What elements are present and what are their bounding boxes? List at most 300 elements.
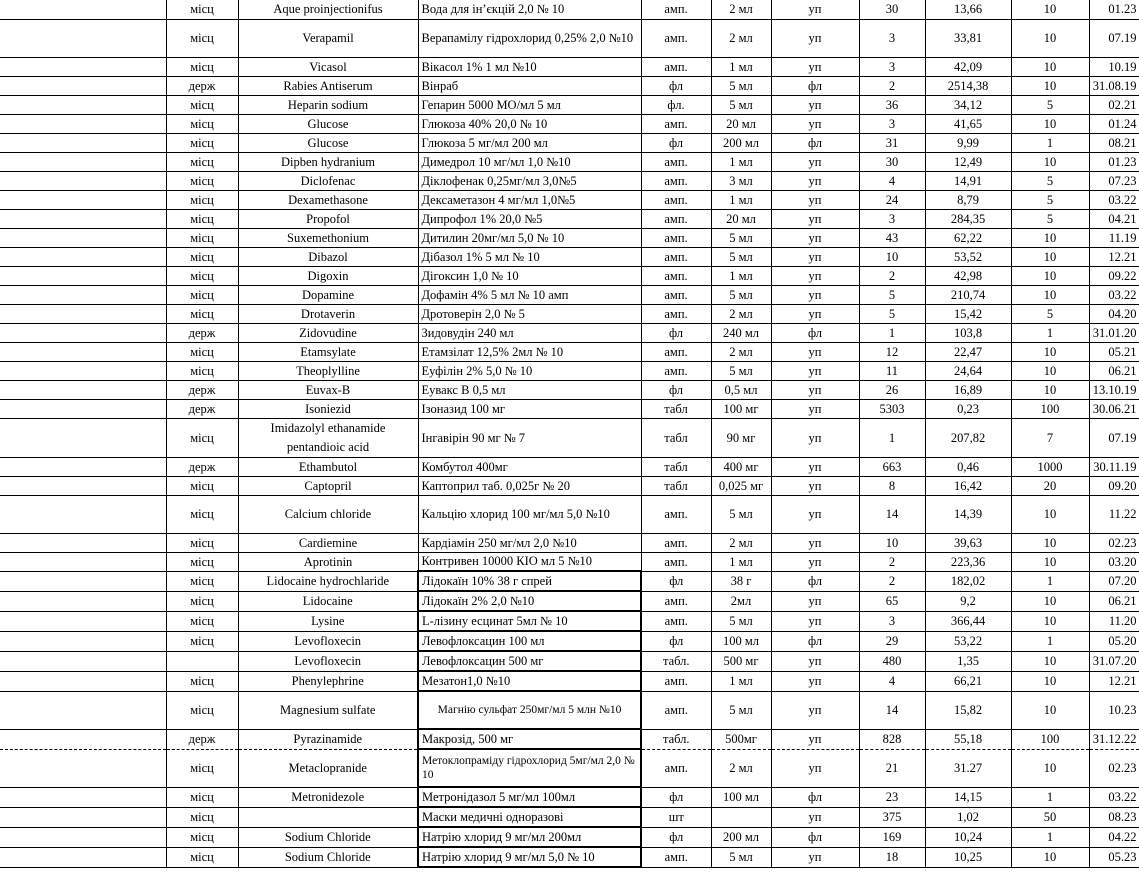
dose-cell: 1 мл bbox=[711, 152, 771, 171]
form-cell: амп. bbox=[641, 209, 711, 228]
expiry-cell: 05.21 bbox=[1089, 342, 1139, 361]
table-row bbox=[0, 495, 1139, 533]
dose-cell: 5 мл bbox=[711, 285, 771, 304]
expiry-cell: 01.23 bbox=[1089, 0, 1139, 19]
price-cell: 53,22 bbox=[925, 631, 1011, 651]
expiry-cell: 01.24 bbox=[1089, 114, 1139, 133]
table-row bbox=[0, 209, 1139, 228]
level-cell: місц bbox=[166, 476, 238, 495]
table-row bbox=[0, 95, 1139, 114]
form-cell: амп. bbox=[641, 671, 711, 691]
dose-cell: 2 мл bbox=[711, 304, 771, 323]
inn-name-cell: Ethambutol bbox=[238, 457, 418, 476]
price-cell: 34,12 bbox=[925, 95, 1011, 114]
unit-cell: уп bbox=[771, 361, 859, 380]
price-cell: 207,82 bbox=[925, 418, 1011, 457]
pack-size-cell: 10 bbox=[1011, 847, 1089, 867]
dose-cell: 5 мл bbox=[711, 228, 771, 247]
price-cell: 41,65 bbox=[925, 114, 1011, 133]
inn-name-cell: Lysine bbox=[238, 611, 418, 631]
row-margin-cell bbox=[0, 152, 166, 171]
form-cell: амп. bbox=[641, 533, 711, 552]
trade-name-cell: Еуфілін 2% 5,0 № 10 bbox=[418, 361, 641, 380]
form-cell: амп. bbox=[641, 691, 711, 729]
expiry-cell: 03.22 bbox=[1089, 787, 1139, 807]
trade-name-cell: Маски медичні одноразові bbox=[418, 807, 641, 827]
dose-cell: 38 г bbox=[711, 571, 771, 591]
trade-name-cell: Контривен 10000 КІО мл 5 №10 bbox=[418, 552, 641, 571]
row-margin-cell bbox=[0, 19, 166, 57]
pack-size-cell: 5 bbox=[1011, 171, 1089, 190]
inn-name-cell: Imidazolyl ethanamide pentandioic acid bbox=[238, 418, 418, 457]
form-cell: амп. bbox=[641, 304, 711, 323]
row-margin-cell bbox=[0, 399, 166, 418]
pack-size-cell: 1000 bbox=[1011, 457, 1089, 476]
quantity-cell: 18 bbox=[859, 847, 925, 867]
expiry-cell: 09.20 bbox=[1089, 476, 1139, 495]
dose-cell: 2 мл bbox=[711, 0, 771, 19]
level-cell: місц bbox=[166, 691, 238, 729]
inn-name-cell: Captopril bbox=[238, 476, 418, 495]
table-row bbox=[0, 749, 1139, 787]
expiry-cell: 31.07.20 bbox=[1089, 651, 1139, 671]
form-cell: амп. bbox=[641, 190, 711, 209]
level-cell: місц bbox=[166, 827, 238, 847]
dose-cell: 5 мл bbox=[711, 247, 771, 266]
pack-size-cell: 10 bbox=[1011, 380, 1089, 399]
row-margin-cell bbox=[0, 114, 166, 133]
form-cell: табл bbox=[641, 457, 711, 476]
pack-size-cell: 1 bbox=[1011, 827, 1089, 847]
level-cell: держ bbox=[166, 76, 238, 95]
row-margin-cell bbox=[0, 266, 166, 285]
price-cell: 33,81 bbox=[925, 19, 1011, 57]
price-cell: 9,2 bbox=[925, 591, 1011, 611]
trade-name-cell: Вінраб bbox=[418, 76, 641, 95]
unit-cell: фл bbox=[771, 631, 859, 651]
trade-name-cell: Кальцію хлорид 100 мг/мл 5,0 №10 bbox=[418, 495, 641, 533]
row-margin-cell bbox=[0, 209, 166, 228]
row-margin-cell bbox=[0, 611, 166, 631]
quantity-cell: 2 bbox=[859, 76, 925, 95]
trade-name-cell: Еувакс В 0,5 мл bbox=[418, 380, 641, 399]
dose-cell: 90 мг bbox=[711, 418, 771, 457]
unit-cell: уп bbox=[771, 476, 859, 495]
level-cell: держ bbox=[166, 323, 238, 342]
price-cell: 15,82 bbox=[925, 691, 1011, 729]
pack-size-cell: 10 bbox=[1011, 0, 1089, 19]
trade-name-cell: Каптоприл таб. 0,025г № 20 bbox=[418, 476, 641, 495]
level-cell: держ bbox=[166, 399, 238, 418]
quantity-cell: 36 bbox=[859, 95, 925, 114]
trade-name-cell: Дібазол 1% 5 мл № 10 bbox=[418, 247, 641, 266]
level-cell: місц bbox=[166, 361, 238, 380]
inn-name-cell: Magnesium sulfate bbox=[238, 691, 418, 729]
table-row bbox=[0, 0, 1139, 19]
table-row bbox=[0, 133, 1139, 152]
dose-cell: 2мл bbox=[711, 591, 771, 611]
trade-name-cell: Вікасол 1% 1 мл №10 bbox=[418, 57, 641, 76]
unit-cell: уп bbox=[771, 807, 859, 827]
quantity-cell: 26 bbox=[859, 380, 925, 399]
level-cell: місц bbox=[166, 418, 238, 457]
quantity-cell: 480 bbox=[859, 651, 925, 671]
form-cell: табл. bbox=[641, 729, 711, 749]
form-cell: фл bbox=[641, 323, 711, 342]
price-cell: 182,02 bbox=[925, 571, 1011, 591]
pack-size-cell: 10 bbox=[1011, 591, 1089, 611]
price-cell: 12,49 bbox=[925, 152, 1011, 171]
level-cell: місц bbox=[166, 571, 238, 591]
quantity-cell: 8 bbox=[859, 476, 925, 495]
level-cell: місц bbox=[166, 152, 238, 171]
inn-name-cell: Vicasol bbox=[238, 57, 418, 76]
unit-cell: уп bbox=[771, 847, 859, 867]
unit-cell: уп bbox=[771, 266, 859, 285]
pack-size-cell: 10 bbox=[1011, 19, 1089, 57]
row-margin-cell bbox=[0, 571, 166, 591]
inn-name-cell: Dipben hydranium bbox=[238, 152, 418, 171]
trade-name-cell: Кардіамін 250 мг/мл 2,0 №10 bbox=[418, 533, 641, 552]
table-row bbox=[0, 571, 1139, 591]
form-cell: фл bbox=[641, 827, 711, 847]
unit-cell: уп bbox=[771, 0, 859, 19]
level-cell: місц bbox=[166, 495, 238, 533]
quantity-cell: 1 bbox=[859, 323, 925, 342]
unit-cell: уп bbox=[771, 247, 859, 266]
inn-name-cell: Sodium Chloride bbox=[238, 847, 418, 867]
pack-size-cell: 10 bbox=[1011, 671, 1089, 691]
expiry-cell: 02.23 bbox=[1089, 533, 1139, 552]
price-cell: 42,09 bbox=[925, 57, 1011, 76]
table-row bbox=[0, 847, 1139, 867]
expiry-cell: 05.23 bbox=[1089, 847, 1139, 867]
level-cell: місц bbox=[166, 228, 238, 247]
form-cell: амп. bbox=[641, 552, 711, 571]
table-row bbox=[0, 457, 1139, 476]
quantity-cell: 3 bbox=[859, 611, 925, 631]
price-cell: 8,79 bbox=[925, 190, 1011, 209]
unit-cell: уп bbox=[771, 285, 859, 304]
pack-size-cell: 7 bbox=[1011, 418, 1089, 457]
inn-name-cell: Sodium Chloride bbox=[238, 827, 418, 847]
row-margin-cell bbox=[0, 304, 166, 323]
trade-name-cell: Зидовудін 240 мл bbox=[418, 323, 641, 342]
dose-cell: 500мг bbox=[711, 729, 771, 749]
unit-cell: уп bbox=[771, 749, 859, 787]
form-cell: амп. bbox=[641, 591, 711, 611]
quantity-cell: 2 bbox=[859, 266, 925, 285]
expiry-cell: 02.23 bbox=[1089, 749, 1139, 787]
pack-size-cell: 10 bbox=[1011, 342, 1089, 361]
form-cell: амп. bbox=[641, 285, 711, 304]
unit-cell: уп bbox=[771, 651, 859, 671]
row-margin-cell bbox=[0, 285, 166, 304]
dose-cell: 2 мл bbox=[711, 342, 771, 361]
row-margin-cell bbox=[0, 847, 166, 867]
inn-name-cell: Aque proinjectionifus bbox=[238, 0, 418, 19]
price-cell: 55,18 bbox=[925, 729, 1011, 749]
expiry-cell: 12.21 bbox=[1089, 671, 1139, 691]
level-cell: місц bbox=[166, 552, 238, 571]
table-row bbox=[0, 691, 1139, 729]
quantity-cell: 21 bbox=[859, 749, 925, 787]
form-cell: амп. bbox=[641, 247, 711, 266]
row-margin-cell bbox=[0, 691, 166, 729]
quantity-cell: 3 bbox=[859, 57, 925, 76]
expiry-cell: 30.06.21 bbox=[1089, 399, 1139, 418]
table-row bbox=[0, 57, 1139, 76]
inn-name-cell: Phenylephrine bbox=[238, 671, 418, 691]
unit-cell: уп bbox=[771, 304, 859, 323]
level-cell: місц bbox=[166, 114, 238, 133]
table-row bbox=[0, 190, 1139, 209]
quantity-cell: 3 bbox=[859, 114, 925, 133]
quantity-cell: 14 bbox=[859, 495, 925, 533]
dose-cell: 0,5 мл bbox=[711, 380, 771, 399]
unit-cell: фл bbox=[771, 827, 859, 847]
price-cell: 66,21 bbox=[925, 671, 1011, 691]
form-cell: амп. bbox=[641, 19, 711, 57]
pack-size-cell: 10 bbox=[1011, 114, 1089, 133]
trade-name-cell: Натрію хлорид 9 мг/мл 200мл bbox=[418, 827, 641, 847]
trade-name-cell: Комбутол 400мг bbox=[418, 457, 641, 476]
table-row bbox=[0, 807, 1139, 827]
form-cell: амп. bbox=[641, 57, 711, 76]
inn-name-cell: Propofol bbox=[238, 209, 418, 228]
level-cell: місц bbox=[166, 57, 238, 76]
row-margin-cell bbox=[0, 228, 166, 247]
pack-size-cell: 10 bbox=[1011, 228, 1089, 247]
level-cell: місц bbox=[166, 671, 238, 691]
quantity-cell: 375 bbox=[859, 807, 925, 827]
table-row bbox=[0, 304, 1139, 323]
pack-size-cell: 10 bbox=[1011, 57, 1089, 76]
inn-name-cell: Levofloxecin bbox=[238, 631, 418, 651]
level-cell: місц bbox=[166, 304, 238, 323]
price-cell: 10,24 bbox=[925, 827, 1011, 847]
row-margin-cell bbox=[0, 533, 166, 552]
inn-name-cell: Metaclopranide bbox=[238, 749, 418, 787]
expiry-cell: 07.19 bbox=[1089, 418, 1139, 457]
pack-size-cell: 10 bbox=[1011, 361, 1089, 380]
expiry-cell: 01.23 bbox=[1089, 152, 1139, 171]
price-cell: 223,36 bbox=[925, 552, 1011, 571]
expiry-cell: 03.22 bbox=[1089, 190, 1139, 209]
dose-cell: 5 мл bbox=[711, 361, 771, 380]
form-cell: табл bbox=[641, 399, 711, 418]
form-cell: табл. bbox=[641, 651, 711, 671]
inn-name-cell: Lidocaine hydrochlaride bbox=[238, 571, 418, 591]
unit-cell: фл bbox=[771, 323, 859, 342]
trade-name-cell: Левофлоксацин 500 мг bbox=[418, 651, 641, 671]
trade-name-cell: Дексаметазон 4 мг/мл 1,0№5 bbox=[418, 190, 641, 209]
unit-cell: уп bbox=[771, 552, 859, 571]
expiry-cell: 10.23 bbox=[1089, 691, 1139, 729]
quantity-cell: 663 bbox=[859, 457, 925, 476]
unit-cell: уп bbox=[771, 533, 859, 552]
table-row bbox=[0, 323, 1139, 342]
quantity-cell: 31 bbox=[859, 133, 925, 152]
unit-cell: фл bbox=[771, 133, 859, 152]
form-cell: амп. bbox=[641, 171, 711, 190]
level-cell: місц bbox=[166, 171, 238, 190]
expiry-cell: 04.22 bbox=[1089, 827, 1139, 847]
pack-size-cell: 1 bbox=[1011, 133, 1089, 152]
unit-cell: уп bbox=[771, 457, 859, 476]
price-cell: 14,15 bbox=[925, 787, 1011, 807]
row-margin-cell bbox=[0, 476, 166, 495]
inn-name-cell: Dexamethasone bbox=[238, 190, 418, 209]
pack-size-cell: 1 bbox=[1011, 631, 1089, 651]
form-cell: амп. bbox=[641, 114, 711, 133]
inn-name-cell: Pyrazinamide bbox=[238, 729, 418, 749]
row-margin-cell bbox=[0, 749, 166, 787]
inn-name-cell: Aprotinin bbox=[238, 552, 418, 571]
unit-cell: уп bbox=[771, 671, 859, 691]
trade-name-cell: Дігоксин 1,0 № 10 bbox=[418, 266, 641, 285]
price-cell: 39,63 bbox=[925, 533, 1011, 552]
inn-name-cell: Drotaverin bbox=[238, 304, 418, 323]
quantity-cell: 24 bbox=[859, 190, 925, 209]
dose-cell: 20 мл bbox=[711, 114, 771, 133]
row-margin-cell bbox=[0, 0, 166, 19]
expiry-cell: 11.20 bbox=[1089, 611, 1139, 631]
inn-name-cell: Euvax-B bbox=[238, 380, 418, 399]
level-cell: місц bbox=[166, 133, 238, 152]
expiry-cell: 11.22 bbox=[1089, 495, 1139, 533]
row-margin-cell bbox=[0, 57, 166, 76]
quantity-cell: 10 bbox=[859, 247, 925, 266]
price-cell: 1,35 bbox=[925, 651, 1011, 671]
dose-cell bbox=[711, 807, 771, 827]
price-cell: 42,98 bbox=[925, 266, 1011, 285]
expiry-cell: 02.21 bbox=[1089, 95, 1139, 114]
form-cell: фл bbox=[641, 787, 711, 807]
pack-size-cell: 100 bbox=[1011, 729, 1089, 749]
price-cell: 16,42 bbox=[925, 476, 1011, 495]
form-cell: амп. bbox=[641, 611, 711, 631]
trade-name-cell: Дитилин 20мг/мл 5,0 № 10 bbox=[418, 228, 641, 247]
row-margin-cell bbox=[0, 247, 166, 266]
form-cell: фл bbox=[641, 133, 711, 152]
inn-name-cell: Diclofenac bbox=[238, 171, 418, 190]
trade-name-cell: Метронідазол 5 мг/мл 100мл bbox=[418, 787, 641, 807]
dose-cell: 5 мл bbox=[711, 611, 771, 631]
expiry-cell: 12.21 bbox=[1089, 247, 1139, 266]
form-cell: фл. bbox=[641, 95, 711, 114]
unit-cell: уп bbox=[771, 591, 859, 611]
form-cell: амп. bbox=[641, 228, 711, 247]
pack-size-cell: 50 bbox=[1011, 807, 1089, 827]
trade-name-cell: L-лізину есцинат 5мл № 10 bbox=[418, 611, 641, 631]
table-row bbox=[0, 418, 1139, 457]
row-margin-cell bbox=[0, 591, 166, 611]
unit-cell: уп bbox=[771, 399, 859, 418]
pack-size-cell: 10 bbox=[1011, 533, 1089, 552]
row-margin-cell bbox=[0, 95, 166, 114]
pack-size-cell: 10 bbox=[1011, 691, 1089, 729]
unit-cell: уп bbox=[771, 57, 859, 76]
expiry-cell: 07.19 bbox=[1089, 19, 1139, 57]
row-margin-cell bbox=[0, 495, 166, 533]
expiry-cell: 07.20 bbox=[1089, 571, 1139, 591]
level-cell: місц bbox=[166, 266, 238, 285]
price-cell: 13,66 bbox=[925, 0, 1011, 19]
pack-size-cell: 1 bbox=[1011, 323, 1089, 342]
expiry-cell: 03.22 bbox=[1089, 285, 1139, 304]
table-row bbox=[0, 247, 1139, 266]
pack-size-cell: 5 bbox=[1011, 304, 1089, 323]
table-row bbox=[0, 342, 1139, 361]
unit-cell: уп bbox=[771, 380, 859, 399]
unit-cell: фл bbox=[771, 571, 859, 591]
level-cell: місц bbox=[166, 247, 238, 266]
dose-cell: 5 мл bbox=[711, 95, 771, 114]
row-margin-cell bbox=[0, 729, 166, 749]
expiry-cell: 08.23 bbox=[1089, 807, 1139, 827]
trade-name-cell: Дофамін 4% 5 мл № 10 амп bbox=[418, 285, 641, 304]
inn-name-cell: Dopamine bbox=[238, 285, 418, 304]
expiry-cell: 03.20 bbox=[1089, 552, 1139, 571]
trade-name-cell: Лідокаїн 2% 2,0 №10 bbox=[418, 591, 641, 611]
dose-cell: 1 мл bbox=[711, 266, 771, 285]
level-cell bbox=[166, 651, 238, 671]
price-cell: 103,8 bbox=[925, 323, 1011, 342]
price-cell: 1,02 bbox=[925, 807, 1011, 827]
dose-cell: 400 мг bbox=[711, 457, 771, 476]
quantity-cell: 10 bbox=[859, 533, 925, 552]
pack-size-cell: 10 bbox=[1011, 552, 1089, 571]
trade-name-cell: Глюкоза 5 мг/мл 200 мл bbox=[418, 133, 641, 152]
level-cell: місц bbox=[166, 749, 238, 787]
quantity-cell: 4 bbox=[859, 171, 925, 190]
dose-cell: 100 мл bbox=[711, 631, 771, 651]
quantity-cell: 65 bbox=[859, 591, 925, 611]
level-cell: місц bbox=[166, 631, 238, 651]
row-margin-cell bbox=[0, 671, 166, 691]
inn-name-cell: Suxemethonium bbox=[238, 228, 418, 247]
trade-name-cell: Мезатон1,0 №10 bbox=[418, 671, 641, 691]
table-row bbox=[0, 152, 1139, 171]
expiry-cell: 06.21 bbox=[1089, 361, 1139, 380]
level-cell: місц bbox=[166, 285, 238, 304]
pack-size-cell: 10 bbox=[1011, 651, 1089, 671]
quantity-cell: 43 bbox=[859, 228, 925, 247]
inn-name-cell bbox=[238, 807, 418, 827]
trade-name-cell: Вода для ін’єкцій 2,0 № 10 bbox=[418, 0, 641, 19]
inn-name-cell: Calcium chloride bbox=[238, 495, 418, 533]
expiry-cell: 06.21 bbox=[1089, 591, 1139, 611]
price-cell: 9,99 bbox=[925, 133, 1011, 152]
pack-size-cell: 5 bbox=[1011, 209, 1089, 228]
pack-size-cell: 1 bbox=[1011, 787, 1089, 807]
row-margin-cell bbox=[0, 552, 166, 571]
dose-cell: 240 мл bbox=[711, 323, 771, 342]
table-row bbox=[0, 729, 1139, 749]
trade-name-cell: Ізоназид 100 мг bbox=[418, 399, 641, 418]
price-cell: 0,46 bbox=[925, 457, 1011, 476]
quantity-cell: 3 bbox=[859, 209, 925, 228]
dose-cell: 200 мл bbox=[711, 133, 771, 152]
expiry-cell: 31.12.22 bbox=[1089, 729, 1139, 749]
dose-cell: 1 мл bbox=[711, 190, 771, 209]
form-cell: фл bbox=[641, 380, 711, 399]
inn-name-cell: Verapamil bbox=[238, 19, 418, 57]
unit-cell: уп bbox=[771, 152, 859, 171]
expiry-cell: 04.21 bbox=[1089, 209, 1139, 228]
price-cell: 22,47 bbox=[925, 342, 1011, 361]
